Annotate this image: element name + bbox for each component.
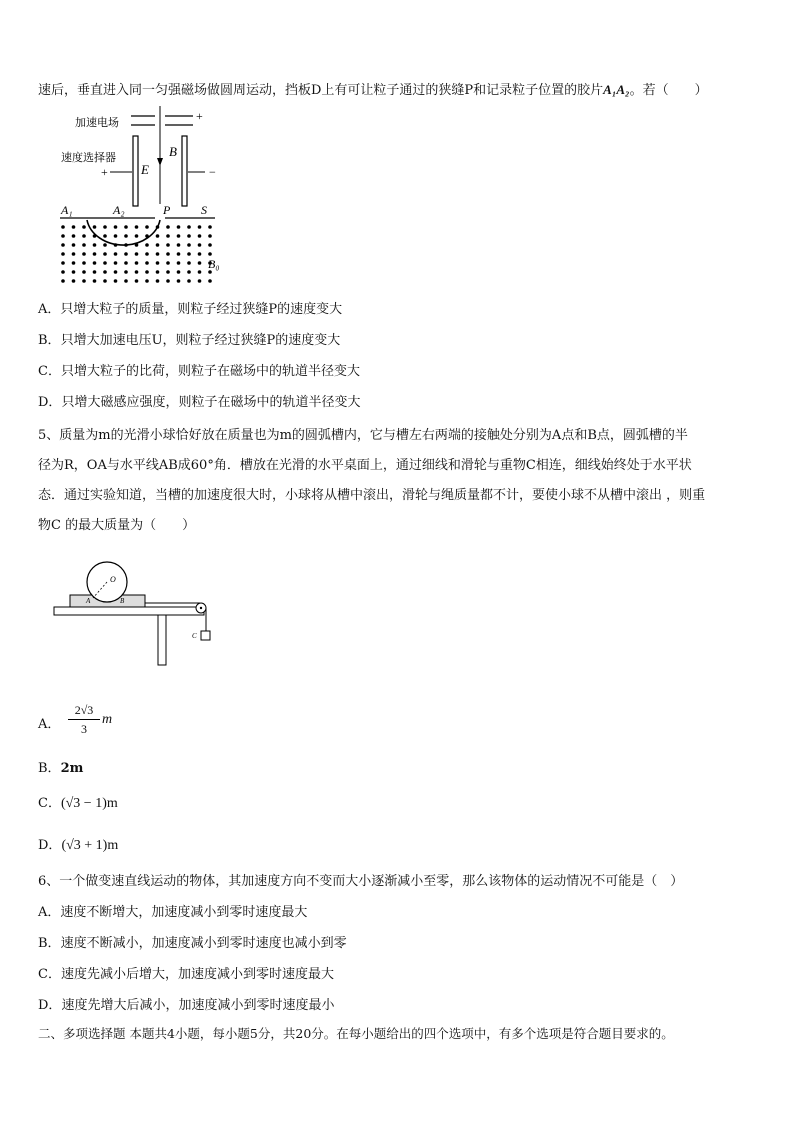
field-dot	[177, 234, 181, 238]
field-dot	[72, 252, 76, 256]
field-dot	[187, 243, 191, 247]
field-dot	[135, 261, 139, 265]
field-dot	[135, 234, 139, 238]
label-B: B	[169, 144, 177, 159]
option-letter: D．	[38, 395, 62, 410]
q5-option-d[interactable]	[38, 837, 118, 855]
field-dot	[93, 243, 97, 247]
q5-stem-line-2: 径为R，OA与水平线AB成60°角．槽放在光滑的水平桌面上，通过细线和滑轮与重物C相连，细线始终处于水平状	[38, 458, 692, 473]
field-dot	[114, 234, 118, 238]
q4-mass-spectrometer-figure	[55, 106, 245, 286]
option-letter: B．	[38, 936, 61, 951]
option-text: 只增大粒子的比荷，则粒子在磁场中的轨道半径变大	[60, 364, 360, 379]
label-A: A	[86, 597, 91, 605]
fraction	[66, 702, 102, 737]
field-dot	[124, 225, 128, 229]
q5-option-c[interactable]	[38, 795, 118, 813]
field-dot	[198, 279, 202, 283]
option-text: 速度先增大后减小，加速度减小到零时速度最小	[61, 998, 335, 1013]
accel-field-label: 加速电场	[75, 117, 119, 129]
option-text: 只增大粒子的质量，则粒子经过狭缝P的速度变大	[60, 302, 343, 317]
label-S: S	[201, 203, 207, 217]
q4-option-a[interactable]	[38, 301, 342, 319]
field-dot	[103, 279, 107, 283]
field-dot	[61, 225, 65, 229]
field-dot	[103, 261, 107, 265]
label-B0: B₀	[208, 257, 220, 271]
field-dot	[135, 252, 139, 256]
q5-groove-pulley-figure	[50, 555, 230, 670]
option-text: 只增大磁感应强度，则粒子在磁场中的轨道半径变大	[61, 395, 361, 410]
q4-option-c[interactable]	[38, 363, 360, 381]
option-letter: C．	[38, 967, 61, 982]
field-dot	[145, 252, 149, 256]
field-dot	[103, 270, 107, 274]
field-dot	[114, 279, 118, 283]
field-dot	[166, 252, 170, 256]
field-dot	[103, 225, 107, 229]
field-dot	[82, 261, 86, 265]
field-dot	[124, 234, 128, 238]
field-dot	[93, 270, 97, 274]
field-dot	[166, 270, 170, 274]
field-dot	[61, 252, 65, 256]
field-dot	[187, 279, 191, 283]
label-O: O	[110, 575, 116, 584]
field-dot	[82, 270, 86, 274]
field-dot	[156, 243, 160, 247]
field-dot	[187, 225, 191, 229]
option-text: 速度不断增大，加速度减小到零时速度最大	[60, 905, 308, 920]
field-dot	[93, 261, 97, 265]
field-dot	[198, 243, 202, 247]
field-dot	[82, 234, 86, 238]
field-dot	[166, 234, 170, 238]
label-P: P	[163, 203, 171, 217]
field-dot	[187, 234, 191, 238]
option-letter: C．	[38, 796, 61, 811]
q4-intro-text: 速后，垂直进入同一匀强磁场做圆周运动，挡板D上有可让粒子通过的狭缝P和记录粒子位置的胶片	[38, 83, 604, 98]
field-dot	[156, 270, 160, 274]
field-dot	[82, 279, 86, 283]
option-text: 2m	[60, 761, 84, 776]
q5-stem-line-3: 态．通过实验知道，当槽的加速度很大时，小球将从槽中滚出，滑轮与绳质量都不计，要使小球不从槽中滚出 ，则重	[38, 488, 706, 503]
field-dot	[166, 243, 170, 247]
field-dot	[198, 270, 202, 274]
field-dot	[187, 270, 191, 274]
label-E: E	[141, 162, 149, 177]
field-dot	[177, 252, 181, 256]
field-dot	[124, 279, 128, 283]
option-letter: B．	[38, 333, 61, 348]
field-dot	[82, 225, 86, 229]
field-dot	[145, 270, 149, 274]
field-dot	[72, 261, 76, 265]
option-letter: D．	[38, 998, 62, 1013]
field-dot	[198, 234, 202, 238]
field-dot	[145, 261, 149, 265]
field-dot	[177, 261, 181, 265]
q6-stem: 6、一个做变速直线运动的物体，其加速度方向不变而大小逐渐减小至零，那么该物体的运动情况不可能是（ ）	[38, 874, 684, 889]
plus-left: +	[101, 165, 108, 179]
field-dot	[61, 279, 65, 283]
q5-stem-line-1: 5、质量为m的光滑小球恰好放在质量也为m的圆弧槽内，它与槽左右两端的接触处分别为A点和B点，圆弧槽的半	[38, 428, 688, 443]
field-dot	[82, 243, 86, 247]
field-dot	[114, 270, 118, 274]
option-letter: C．	[38, 364, 61, 379]
option-text: 速度先减小后增大，加速度减小到零时速度最大	[60, 967, 334, 982]
field-dot	[61, 234, 65, 238]
field-dot	[72, 234, 76, 238]
field-dot	[208, 279, 212, 283]
field-dot	[61, 261, 65, 265]
field-dot	[72, 270, 76, 274]
option-text: 只增大加速电压U，则粒子经过狭缝P的速度变大	[60, 333, 341, 348]
field-dot	[93, 279, 97, 283]
field-dot	[208, 225, 212, 229]
q6-option-b[interactable]	[38, 935, 347, 953]
field-dot	[177, 270, 181, 274]
field-dot	[114, 225, 118, 229]
field-dot	[124, 270, 128, 274]
option-text: (√3 + 1)m	[61, 838, 119, 853]
q6-option-a[interactable]	[38, 904, 307, 922]
field-dot	[177, 279, 181, 283]
field-dot	[103, 252, 107, 256]
field-dot	[208, 234, 212, 238]
label-B-point: B	[120, 597, 125, 605]
field-dot	[156, 234, 160, 238]
magnetic-field-dots	[61, 225, 212, 283]
field-dot	[145, 225, 149, 229]
field-dot	[114, 261, 118, 265]
fraction-numerator: 2√3	[74, 703, 94, 717]
field-dot	[93, 225, 97, 229]
field-dot	[135, 225, 139, 229]
field-dot	[135, 270, 139, 274]
option-text: (√3 − 1)m	[60, 796, 118, 811]
field-dot	[103, 234, 107, 238]
q4-film-label: A₁A₂	[603, 82, 630, 97]
field-dot	[114, 252, 118, 256]
field-dot	[72, 279, 76, 283]
field-dot	[208, 243, 212, 247]
field-dot	[156, 252, 160, 256]
field-dot	[198, 225, 202, 229]
field-dot	[124, 252, 128, 256]
fraction-m: m	[102, 712, 113, 727]
field-dot	[145, 279, 149, 283]
field-dot	[61, 243, 65, 247]
q6-option-d[interactable]	[38, 997, 334, 1015]
q4-option-b[interactable]	[38, 332, 340, 350]
q4-option-d[interactable]	[38, 394, 360, 412]
field-dot	[156, 279, 160, 283]
option-letter: A．	[38, 717, 61, 732]
field-dot	[156, 261, 160, 265]
field-dot	[187, 252, 191, 256]
q5-stem-line-4: 物C 的最大质量为（ ）	[38, 518, 196, 533]
q4-intro-line	[38, 81, 708, 100]
option-text: 速度不断减小，加速度减小到零时速度也减小到零	[60, 936, 347, 951]
field-dot	[124, 261, 128, 265]
field-dot	[177, 225, 181, 229]
field-dot	[166, 225, 170, 229]
field-dot	[61, 270, 65, 274]
field-dot	[208, 252, 212, 256]
fraction-denominator: 3	[81, 722, 87, 736]
label-A2: A₂	[113, 203, 125, 217]
field-dot	[166, 261, 170, 265]
field-dot	[166, 279, 170, 283]
plus-top: +	[196, 109, 203, 123]
minus-right: −	[209, 165, 216, 179]
field-dot	[177, 243, 181, 247]
option-letter: B．	[38, 761, 61, 776]
field-dot	[198, 252, 202, 256]
velocity-selector-label: 速度选择器	[61, 152, 116, 164]
label-C: C	[192, 632, 197, 640]
field-dot	[72, 243, 76, 247]
option-letter: A．	[38, 302, 61, 317]
field-dot	[72, 225, 76, 229]
field-dot	[103, 243, 107, 247]
field-dot	[187, 261, 191, 265]
field-dot	[93, 252, 97, 256]
q4-intro-end: 。若（ ）	[629, 83, 708, 98]
q6-option-c[interactable]	[38, 966, 334, 984]
option-letter: D．	[38, 838, 62, 853]
field-dot	[82, 252, 86, 256]
field-dot	[198, 261, 202, 265]
section-2-heading: 二、多项选择题 本题共4小题，每小题5分，共20分。在每小题给出的四个选项中，有多个选项是符合题目要求的。	[38, 1026, 674, 1041]
label-A1: A₁	[61, 203, 73, 217]
option-letter: A．	[38, 905, 61, 920]
field-dot	[135, 279, 139, 283]
q5-option-b[interactable]	[38, 760, 83, 778]
field-dot	[145, 243, 149, 247]
